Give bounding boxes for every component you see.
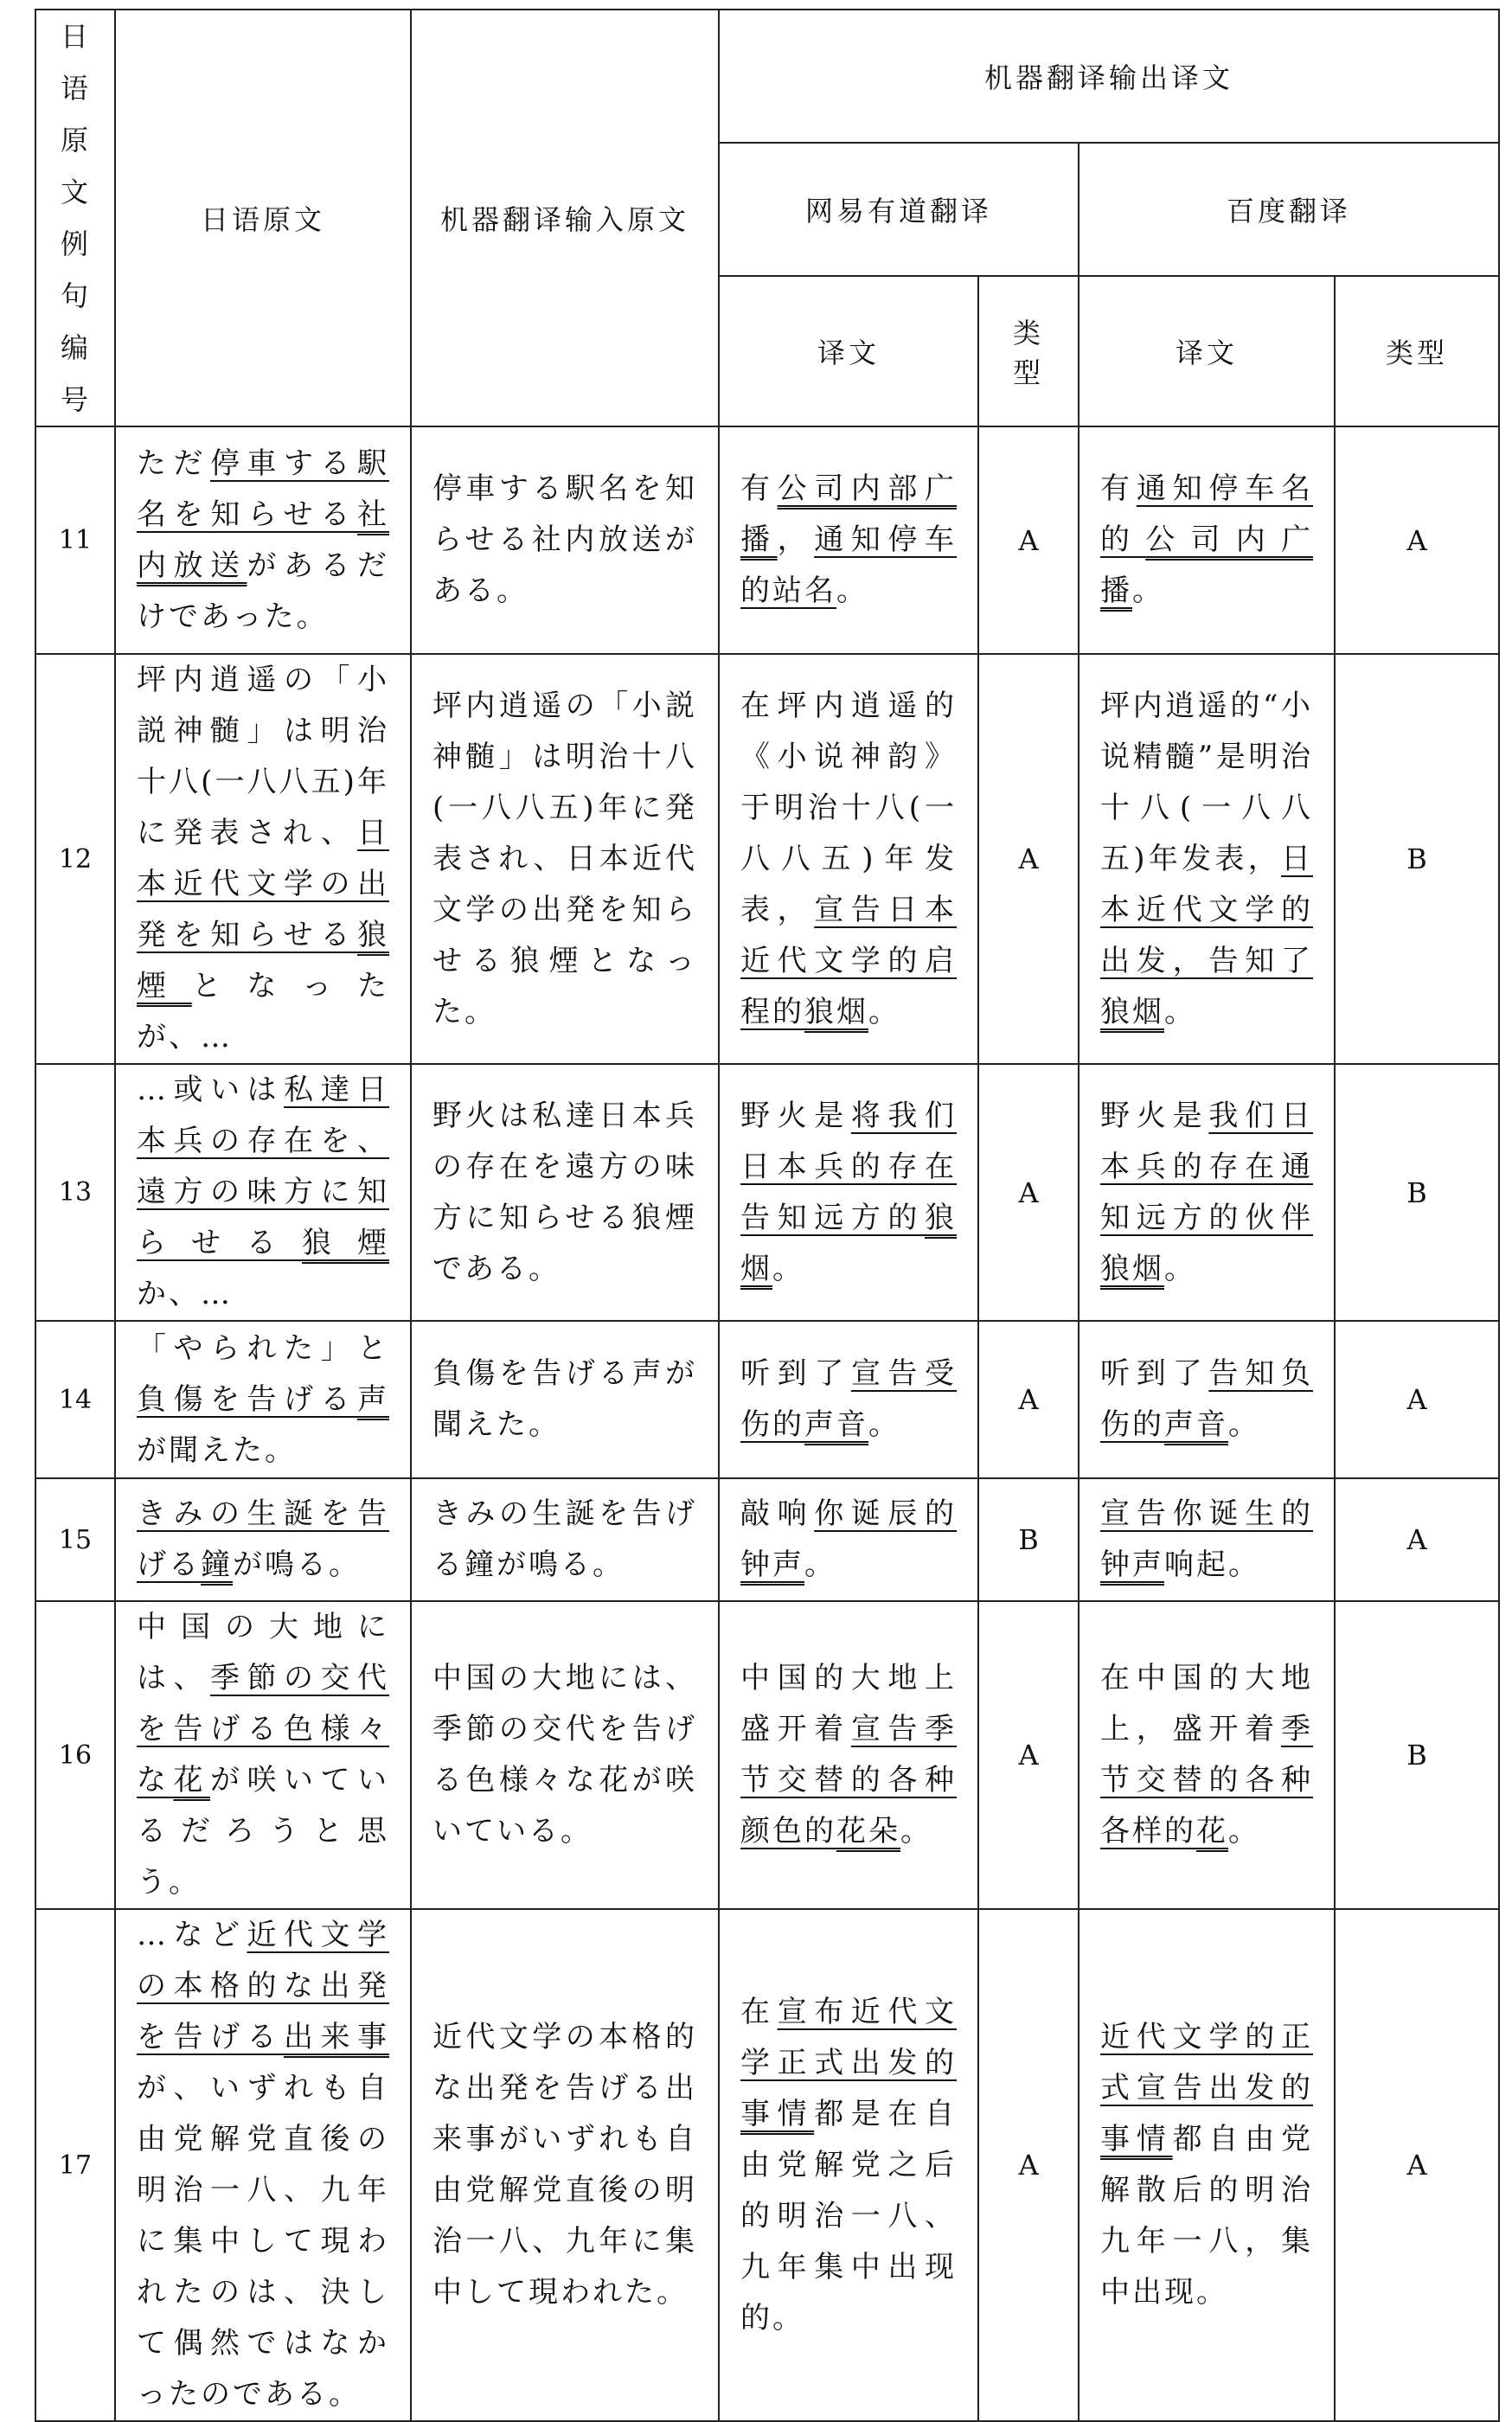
text-segment: 日本近代文学的出发，告知了 [1100, 841, 1313, 978]
text-segment: 狼烟 [740, 1200, 957, 1286]
text-segment: 宣告季节交替的各种颜色的 [740, 1712, 958, 1849]
text-segment: 公司内部广播 [740, 471, 958, 557]
header-baidu-translation: 译文 [1079, 276, 1335, 426]
text-segment: 花 [1196, 1814, 1228, 1849]
table-row [35, 426, 1499, 654]
example-number: 11 [35, 426, 115, 654]
baidu-type: A [1335, 1909, 1499, 2421]
text-segment: 「やられた」と [137, 1330, 389, 1366]
baidu-translation [1079, 654, 1335, 1064]
text-segment: 狼煙 [137, 918, 389, 1003]
netease-type: A [978, 654, 1079, 1064]
mt-input-text: 野火は私達日本兵の存在を遠方の味方に知らせる狼煙である。 [411, 1064, 719, 1321]
text-segment: 中国の大地には、 [137, 1610, 389, 1695]
example-number: 15 [35, 1478, 115, 1601]
text-segment: 狼煙 [302, 1226, 390, 1260]
comparison-table [35, 9, 1500, 2422]
text-segment: が鳴る。 [233, 1547, 361, 1582]
netease-translation [719, 426, 978, 654]
table-row [35, 1601, 1499, 1909]
text-segment: 。 [868, 1407, 900, 1442]
text-segment: 声 [357, 1381, 389, 1417]
text-segment: 宣布近代文学正式出发的 [740, 1994, 958, 2080]
table-row [35, 1321, 1499, 1478]
text-segment: 。 [1228, 1407, 1260, 1442]
text-segment: 钟声 [740, 1547, 804, 1582]
text-segment: 宣告你诞生的 [1100, 1496, 1313, 1531]
text-segment: 声音 [1164, 1407, 1228, 1442]
text-segment: 有 [1100, 471, 1137, 506]
baidu-translation [1079, 1478, 1335, 1601]
text-segment: 你诞辰的 [814, 1496, 958, 1531]
text-segment: 。 [1228, 1814, 1260, 1849]
text-segment: 通知停车名的 [1100, 471, 1314, 557]
netease-type: A [978, 1321, 1079, 1478]
text-segment: 我们日本兵的存在通知远方的伙伴 [1100, 1098, 1314, 1235]
table-row [35, 1064, 1499, 1321]
text-segment: 响起。 [1164, 1547, 1260, 1582]
japanese-original-text [115, 654, 411, 1064]
mt-input-text: 坪内逍遥の「小説神髄」は明治十八(一八八五)年に発表され、日本近代文学の出発を知らせる狼煙となった。 [411, 654, 719, 1064]
text-segment: 在中国的大地上，盛开着 [1100, 1661, 1313, 1746]
text-segment: 将我们日本兵的存在告知远方的 [740, 1098, 958, 1235]
text-segment: 。 [868, 994, 900, 1029]
text-segment: 野火是 [740, 1098, 851, 1133]
mt-input-text: 中国の大地には、季節の交代を告げる色様々な花が咲いている。 [411, 1601, 719, 1909]
netease-translation [719, 1064, 978, 1321]
text-segment: 。 [772, 1251, 804, 1286]
header-baidu: 百度翻译 [1079, 143, 1499, 276]
text-segment: 中国的大地上盛开着 [740, 1661, 957, 1746]
text-segment: 私達日本兵の存在を、遠方の味方に知らせる [137, 1073, 389, 1260]
example-number: 16 [35, 1601, 115, 1909]
text-segment: 近代文学の本格的な出発を告げる [137, 1918, 389, 2054]
mt-input-text: きみの生誕を告げる鐘が鳴る。 [411, 1478, 719, 1601]
text-segment: 听到了 [740, 1356, 851, 1391]
text-segment: 在坪内逍遥的《小说神韵》于明治十八(一八八五)年发表， [740, 688, 957, 927]
japanese-original-text [115, 1478, 411, 1601]
text-segment: 。 [836, 573, 868, 608]
table-row [35, 654, 1499, 1064]
example-number: 13 [35, 1064, 115, 1321]
text-segment: ， [777, 522, 815, 557]
example-number: 17 [35, 1909, 115, 2421]
japanese-original-text [115, 426, 411, 654]
text-segment: 宣告受伤的 [740, 1356, 958, 1442]
baidu-type: B [1335, 1601, 1499, 1909]
text-segment: 事情 [740, 2096, 815, 2131]
text-segment: 花 [173, 1763, 210, 1797]
text-segment: 出来事 [284, 2020, 389, 2054]
text-segment: 季节交替的各种各样的 [1100, 1712, 1313, 1849]
japanese-original-text [115, 1601, 411, 1909]
text-segment: があるだけであった。 [137, 548, 389, 634]
text-segment: 公司内广播 [1100, 522, 1313, 608]
text-segment: 停車する駅名を知らせる [137, 445, 389, 532]
text-segment: 听到了 [1100, 1356, 1209, 1391]
text-segment: ただ [137, 445, 210, 481]
text-segment: 都自由党解散后的明治九年一八，集中出现。 [1100, 2122, 1314, 2310]
baidu-type: A [1335, 426, 1499, 654]
header-netease-translation: 译文 [719, 276, 978, 426]
text-segment: 負傷を告げる [137, 1381, 357, 1417]
baidu-translation [1079, 1064, 1335, 1321]
text-segment: 花朵 [836, 1814, 900, 1849]
netease-type: A [978, 426, 1079, 654]
text-segment: 坪内逍遥的“小说精髓”是明治十八(一八八五)年发表， [1100, 688, 1313, 876]
text-segment: となったが、… [137, 969, 389, 1054]
text-segment: 狼烟 [804, 994, 868, 1029]
text-segment: 都是在自由党解党之后的明治一八、九年集中出现的。 [740, 2096, 958, 2336]
table-row [35, 1909, 1499, 2421]
baidu-translation [1079, 426, 1335, 654]
text-segment: 。 [1164, 994, 1196, 1029]
text-segment: 季節の交代を告げる色様々な [137, 1661, 389, 1797]
netease-translation [719, 1909, 978, 2421]
netease-translation [719, 1601, 978, 1909]
text-segment: 在 [740, 1994, 778, 2029]
text-segment: 日本近代文学の出発を知らせる [137, 816, 389, 952]
baidu-type: A [1335, 1478, 1499, 1601]
example-number: 12 [35, 654, 115, 1064]
baidu-translation [1079, 1321, 1335, 1478]
netease-type: A [978, 1601, 1079, 1909]
header-mt-output: 机器翻译输出译文 [719, 10, 1499, 143]
text-segment: 告知负伤的 [1100, 1356, 1314, 1442]
example-number: 14 [35, 1321, 115, 1478]
baidu-type: B [1335, 654, 1499, 1064]
header-mt-input: 机器翻译输入原文 [411, 10, 719, 426]
text-segment: 。 [804, 1547, 836, 1582]
header-japanese-original: 日语原文 [115, 10, 411, 426]
baidu-translation [1079, 1909, 1335, 2421]
text-segment: きみの生誕を告げる [137, 1496, 389, 1582]
text-segment: 。 [1132, 573, 1164, 608]
header-baidu-type: 类型 [1335, 276, 1499, 426]
table-row [35, 1478, 1499, 1601]
text-segment: が咲いているだろうと思う。 [137, 1763, 389, 1900]
text-segment: 声音 [804, 1407, 868, 1442]
japanese-original-text [115, 1321, 411, 1478]
netease-translation [719, 1321, 978, 1478]
text-segment: 通知停车的站名 [740, 522, 958, 608]
japanese-original-text [115, 1909, 411, 2421]
japanese-original-text [115, 1064, 411, 1321]
text-segment: 宣告日本近代文学的启程的 [740, 892, 958, 1029]
text-segment: が聞えた。 [137, 1432, 297, 1468]
baidu-translation [1079, 1601, 1335, 1909]
text-segment: 。 [900, 1814, 932, 1849]
text-segment: …或いは [137, 1073, 284, 1107]
mt-input-text: 近代文学の本格的な出発を告げる出来事がいずれも自由党解党直後の明治一八、九年に集中して現われた。 [411, 1909, 719, 2421]
netease-type: B [978, 1478, 1079, 1601]
header-netease-type: 类型 [978, 276, 1079, 426]
header-netease-youdao: 网易有道翻译 [719, 143, 1079, 276]
text-segment: 坪内逍遥の「小説神髄」は明治十八(一八八五)年に発表され、 [137, 663, 389, 850]
text-segment: 敲响 [740, 1496, 815, 1531]
mt-input-text: 負傷を告げる声が聞えた。 [411, 1321, 719, 1478]
netease-translation [719, 1478, 978, 1601]
text-segment: 。 [1164, 1251, 1196, 1286]
mt-input-text: 停車する駅名を知らせる社内放送がある。 [411, 426, 719, 654]
text-segment: 鐘 [201, 1547, 233, 1582]
text-segment: …など [137, 1918, 247, 1952]
text-segment: 狼烟 [1100, 994, 1164, 1029]
text-segment: か、… [137, 1277, 233, 1311]
netease-translation [719, 654, 978, 1064]
text-segment: 狼烟 [1100, 1251, 1164, 1286]
text-segment: 钟声 [1100, 1547, 1164, 1582]
header-example-number: 日语原文例句编号 [35, 10, 115, 426]
netease-type: A [978, 1909, 1079, 2421]
baidu-type: B [1335, 1064, 1499, 1321]
text-segment: 近代文学的正式宣告出发的 [1100, 2020, 1313, 2105]
text-segment: 事情 [1100, 2122, 1173, 2156]
text-segment: 野火是 [1100, 1098, 1209, 1133]
text-segment: が、いずれも自由党解党直後の明治一八、九年に集中して現われたのは、決して偶然ではなかったのである。 [137, 2071, 389, 2412]
text-segment: 社内放送 [137, 497, 389, 583]
text-segment: 有 [740, 471, 778, 506]
netease-type: A [978, 1064, 1079, 1321]
baidu-type: A [1335, 1321, 1499, 1478]
